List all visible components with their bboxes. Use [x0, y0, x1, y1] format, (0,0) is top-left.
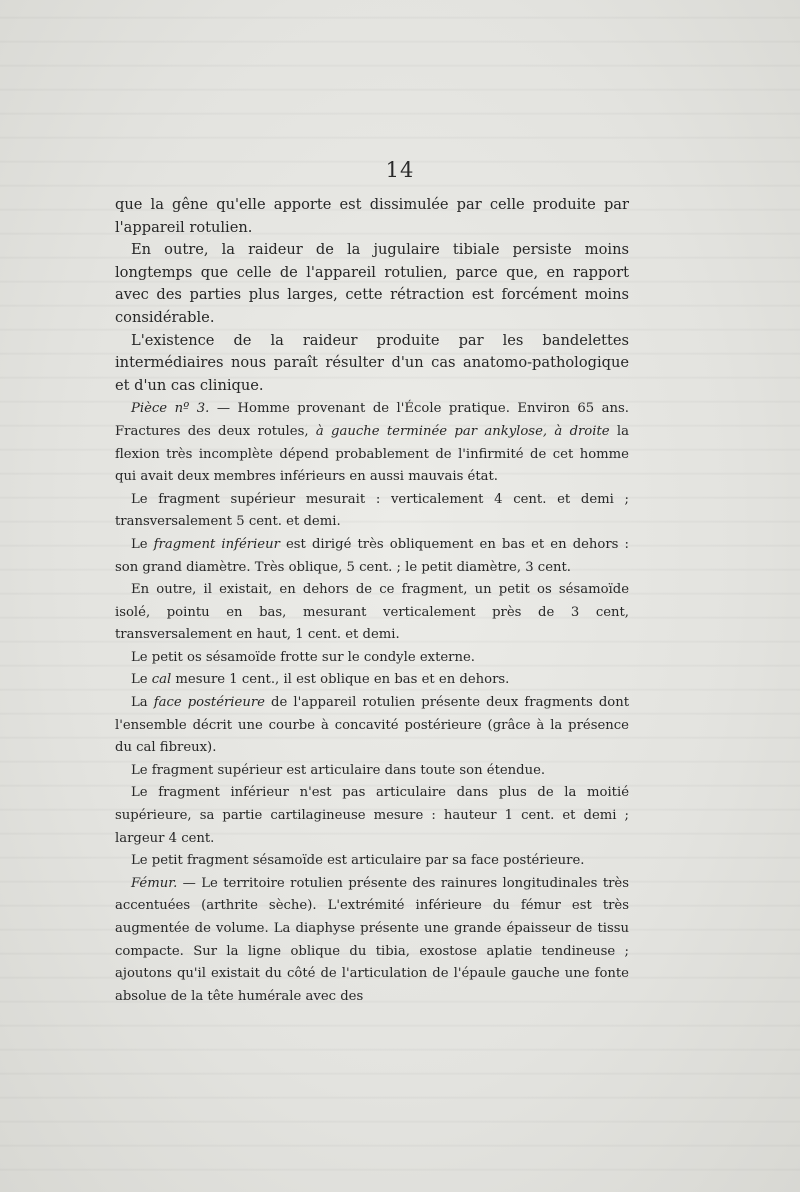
specimen-text-2: la flexion très incomplète dépend probablement de l'infirmité de cet homme qui avait deux membres inférieurs en aussi mauvais état. [115, 423, 629, 485]
paragraph-10 [115, 692, 629, 760]
paragraph-6 [115, 534, 629, 579]
p6-text-2: est dirigé très obliquement en bas et en dehors : son grand diamètre. Très oblique, 5 cent. ; le petit diamètre, 3 cent. [115, 536, 629, 575]
paragraph-8: Le petit os sésamoïde frotte sur le condyle externe. [131, 649, 475, 665]
femur-text: — Le territoire rotulien présente des rainures longitudinales très accentuées (arthrite sèche). L'extrémité inférieure du fémur est très augmentée de volume. La diaphyse présente une grande épaisseur de tissu compacte. Sur la ligne oblique du tibia, exostose aplatie tendineuse ; ajoutons qu'il existait du côté de l'articulation de l'épaule gauche une fonte absolue de la tête humérale avec des [115, 875, 629, 1004]
paragraph-2: En outre, la raideur de la jugulaire tibiale persiste moins longtemps que celle de l'appareil rotulien, parce que, en rapport avec des parties plus larges, cette rétraction est forcément moins considérable. [115, 241, 629, 326]
p10-text-2: de l'appareil rotulien présente deux fragments dont l'ensemble décrit une courbe à concavité postérieure (grâce à la présence du cal fibreux). [115, 695, 630, 756]
specimen-text-1: — Homme provenant de l'École pratique. Environ 65 ans. Fractures des deux rotules, [115, 401, 629, 439]
paragraph-11: Le fragment supérieur est articulaire dans toute son étendue. [131, 762, 546, 778]
p10-italic: face postérieure [153, 695, 265, 711]
paragraph-1: que la gêne qu'elle apporte est dissimulée par celle produite par l'appareil rotulien. [115, 196, 629, 236]
p10-text-1: La [131, 695, 154, 711]
paragraph-13: Le petit fragment sésamoïde est articulaire par sa face postérieure. [131, 853, 585, 869]
paragraph-femur [115, 873, 629, 1009]
paragraph-7: En outre, il existait, en dehors de ce fragment, un petit os sésamoïde isolé, pointu en bas, mesurant verticalement près de 3 cent, transversalement en haut, 1 cent. et demi. [115, 582, 629, 643]
p9-italic: cal [151, 672, 172, 688]
page-number: 14 [385, 158, 415, 182]
specimen-label: Pièce nº 3. [131, 401, 210, 417]
specimen-italic: à gauche terminée par ankylose, à droite [315, 423, 610, 439]
paragraph-3: L'existence de la raideur produite par les bandelettes intermédiaires nous paraît résulter d'un cas anatomo-pathologique et d'un cas clinique. [115, 331, 629, 394]
p9-text-2: mesure 1 cent., il est oblique en bas et en dehors. [171, 672, 510, 688]
p6-text-1: Le [131, 536, 154, 552]
body-text [115, 194, 629, 1008]
paragraph-12: Le fragment inférieur n'est pas articulaire dans plus de la moitié supérieure, sa partie cartilagineuse mesure : hauteur 1 cent. et demi ; largeur 4 cent. [115, 785, 629, 846]
paragraph-5: Le fragment supérieur mesurait : verticalement 4 cent. et demi ; transversalement 5 cent. et demi. [115, 491, 629, 530]
p6-italic: fragment inférieur [153, 536, 280, 552]
paragraph-specimen-3 [115, 398, 629, 488]
femur-label: Fémur. [131, 875, 178, 891]
p9-text-1: Le [131, 672, 152, 688]
paragraph-9 [115, 669, 629, 692]
